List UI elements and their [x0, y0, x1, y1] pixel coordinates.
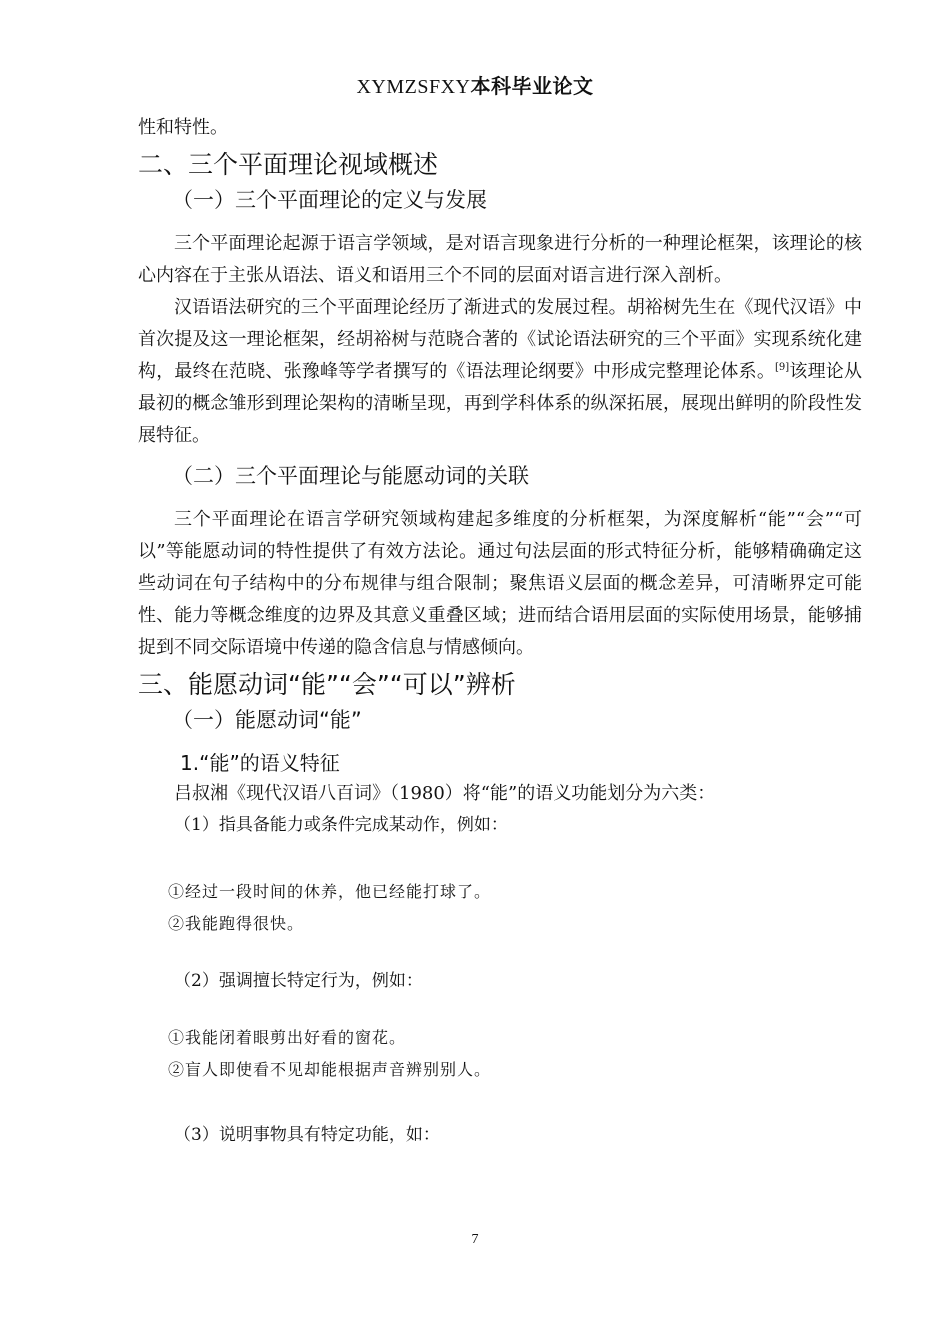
section-3-heading: 三、能愿动词“能”“会”“可以”辨析 — [138, 670, 516, 699]
paragraph-2-text-before: 汉语语法研究的三个平面理论经历了渐进式的发展过程。胡裕树先生在《现代汉语》中首次提及这一理论框架，经胡裕树与范晓合著的《试论语法研究的三个平面》实现系统化建构，最终在范晓、张豫峰等学者撰写的《语法理论纲要》中形成完整理论体系。 — [138, 297, 862, 382]
group-2-example-1: ①我能闭着眼剪出好看的窗花。 — [168, 1028, 407, 1047]
section-2-2-heading: （二）三个平面理论与能愿动词的关联 — [172, 464, 529, 488]
page-number: 7 — [471, 1232, 479, 1247]
paragraph-2-text-after: 该理论从最初的概念雏形到理论架构的清晰呈现，再到学科体系的纵深拓展，展现出鲜明的阶段性发展特征。 — [138, 361, 863, 446]
group-1-label: （1）指具备能力或条件完成某动作，例如： — [174, 815, 508, 835]
section-2-2-paragraph: 三个平面理论在语言学研究领域构建起多维度的分析框架，为深度解析“能”“会”“可以”等能愿动词的特性提供了有效方法论。通过句法层面的形式特征分析，能够精确确定这些动词在句子结构中的分布规律与组合限制；聚焦语义层面的概念差异，可清晰界定可能性、能力等概念维度的边界及其意义重叠区域；进而结合语用层面的实际使用场景，能够捕捉到不同交际语境中传递的隐含信息与情感倾向。 — [138, 509, 862, 658]
group-2-example-2: ②盲人即使看不见却能根据声音辨别别人。 — [168, 1060, 492, 1079]
section-2-1-heading: （一）三个平面理论的定义与发展 — [172, 188, 487, 212]
group-3-label: （3）说明事物具有特定功能，如： — [174, 1125, 440, 1145]
page-header — [0, 70, 950, 99]
page-content — [138, 112, 862, 1150]
semantic-intro: 吕叔湘《现代汉语八百词》（1980）将“能”的语义功能划分为六类： — [174, 783, 716, 804]
section-3-1-heading: （一）能愿动词“能” — [172, 708, 362, 732]
citation-ref: [9] — [775, 362, 790, 373]
continuation-text: 性和特性。 — [138, 117, 228, 138]
header-code: XYMZSFXY — [356, 76, 471, 98]
section-2-1-paragraph-1: 三个平面理论起源于语言学领域，是对语言现象进行分析的一种理论框架，该理论的核心内容在于主张从语法、语义和语用三个不同的层面对语言进行深入剖析。 — [138, 233, 862, 286]
group-1-example-1: ①经过一段时间的休养，他已经能打球了。 — [168, 882, 492, 901]
group-1-example-2: ②我能跑得很快。 — [168, 914, 305, 933]
section-2-heading: 二、三个平面理论视域概述 — [138, 150, 439, 179]
header-label: 本科毕业论文 — [470, 74, 594, 98]
section-3-1-1-heading: 1.“能”的语义特征 — [180, 751, 340, 775]
section-2-1-paragraph-2 — [138, 292, 862, 452]
group-2-label: （2）强调擅长特定行为，例如： — [174, 971, 423, 991]
